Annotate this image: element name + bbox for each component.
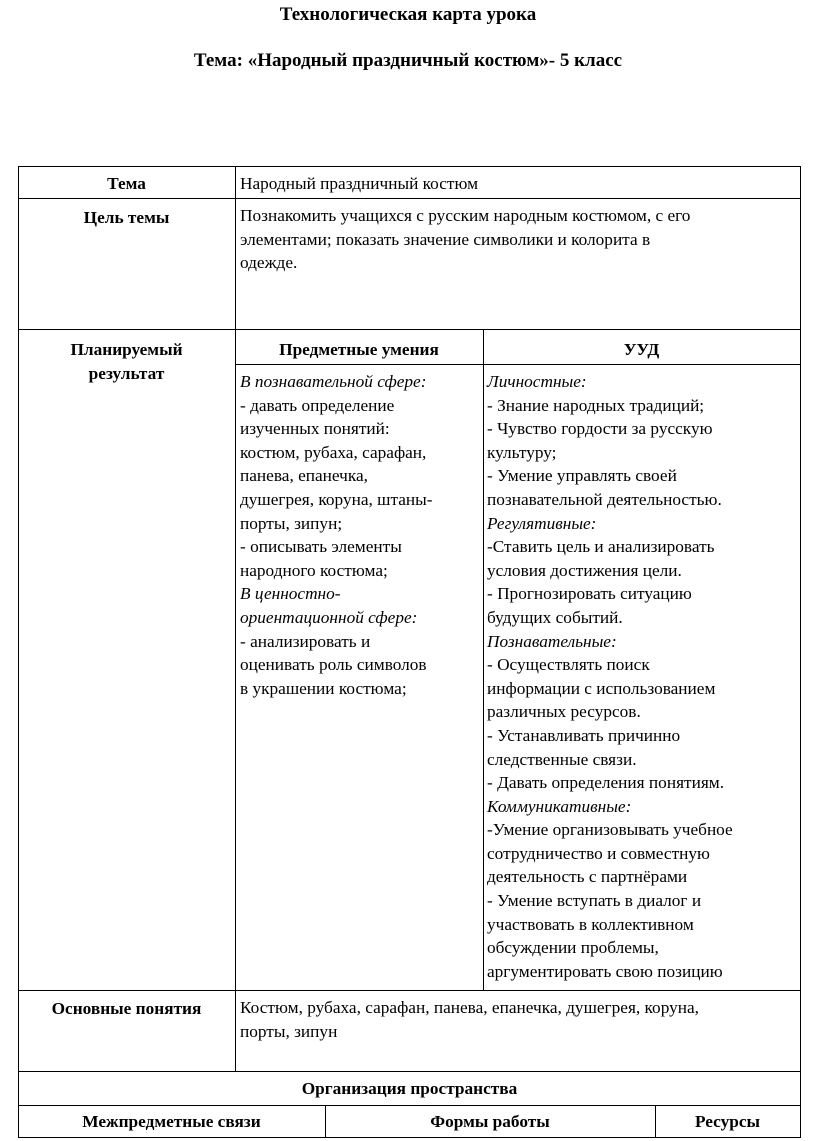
document-title: Технологическая карта урока — [279, 4, 537, 25]
planned-label-line: результат — [88, 363, 165, 383]
column-header-work-forms: Формы работы — [430, 1112, 550, 1131]
concepts-line: порты, зипун — [240, 1021, 338, 1041]
uud-header: УУД — [623, 340, 660, 359]
goal-line: одежде. — [240, 253, 298, 273]
planned-label-line: Планируемый — [70, 340, 183, 359]
uud-line: - Чувство гордости за русскую — [487, 419, 713, 439]
subject-skills-list — [240, 370, 433, 700]
subject-skill-line: порты, зипун; — [240, 513, 343, 533]
grid-line — [483, 329, 484, 990]
uud-line: обсуждении проблемы, — [487, 938, 659, 958]
uud-line: Регулятивные: — [487, 513, 597, 533]
topic-label: Тема — [107, 174, 146, 193]
uud-line: -Умение организовывать учебное — [487, 820, 733, 840]
subject-skill-line: - описывать элементы — [240, 537, 402, 557]
grid-line — [18, 990, 801, 991]
uud-line: - Прогнозировать ситуацию — [487, 584, 692, 604]
document-subtitle: Тема: «Народный праздничный костюм»- 5 класс — [193, 50, 623, 71]
grid-line — [18, 198, 801, 199]
subject-skill-line: В познавательной сфере: — [240, 372, 427, 391]
uud-line: - Устанавливать причинно — [487, 725, 681, 745]
uud-line: участвовать в коллективном — [487, 914, 694, 934]
planned-label — [18, 338, 235, 385]
uud-line: -Ставить цель и анализировать — [487, 537, 715, 557]
grid-line — [18, 166, 801, 167]
uud-line: сотрудничество и совместную — [487, 843, 710, 863]
uud-line: - Умение вступать в диалог и — [487, 891, 702, 911]
uud-line: Познавательные: — [487, 631, 617, 651]
uud-line: будущих событий. — [487, 607, 623, 627]
uud-line: познавательной деятельностью. — [487, 489, 722, 509]
subject-skill-line: панева, епанечка, — [240, 466, 368, 486]
uud-line: различных ресурсов. — [487, 702, 641, 722]
concepts-value — [240, 996, 699, 1043]
uud-line: - Осуществлять поиск — [487, 655, 650, 675]
subject-skill-line: душегрея, коруна, штаны- — [240, 489, 433, 509]
uud-line: - Знание народных традиций; — [487, 395, 705, 415]
subject-skill-line: в украшении костюма; — [240, 678, 407, 698]
column-header-intersubject: Межпредметные связи — [82, 1112, 261, 1131]
uud-line: - Умение управлять своей — [487, 466, 677, 486]
uud-line: - Давать определения понятиям. — [487, 773, 725, 793]
uud-line: условия достижения цели. — [487, 560, 682, 580]
subject-skill-line: костюм, рубаха, сарафан, — [240, 442, 427, 462]
uud-line: следственные связи. — [487, 749, 637, 769]
concepts-line: Костюм, рубаха, сарафан, панева, епанечка, душегрея, коруна, — [240, 998, 699, 1017]
grid-line — [235, 166, 236, 1071]
uud-line: деятельность с партнёрами — [487, 867, 688, 887]
grid-line — [18, 1105, 801, 1106]
grid-line — [18, 1071, 801, 1072]
uud-line: аргументировать свою позицию — [487, 961, 723, 981]
subject-skill-line: - давать определение — [240, 395, 395, 415]
uud-line: информации с использованием — [487, 678, 716, 698]
subject-skill-line: народного костюма; — [240, 560, 388, 580]
grid-line — [18, 329, 801, 330]
uud-line: Коммуникативные: — [487, 796, 632, 816]
subject-skill-line: В ценностно- — [240, 584, 341, 604]
column-header-resources: Ресурсы — [694, 1112, 761, 1131]
goal-line: Познакомить учащихся с русским народным костюмом, с его — [240, 206, 691, 225]
uud-list — [487, 370, 733, 983]
goal-value — [240, 204, 690, 275]
space-header: Организация пространства — [301, 1079, 518, 1098]
grid-line — [18, 166, 19, 1138]
subject-skill-line: оценивать роль символов — [240, 655, 427, 675]
uud-line: культуру; — [487, 442, 557, 462]
subject-skills-header: Предметные умения — [279, 340, 439, 359]
concepts-label: Основные понятия — [51, 999, 202, 1018]
topic-value: Народный праздничный костюм — [240, 174, 479, 193]
grid-line — [18, 1137, 801, 1138]
grid-line — [800, 166, 801, 1138]
goal-line: элементами; показать значение символики и колорита в — [240, 229, 651, 249]
grid-line — [235, 364, 801, 365]
goal-label: Цель темы — [83, 208, 170, 227]
subject-skill-line: ориентационной сфере: — [240, 607, 418, 627]
uud-line: Личностные: — [487, 372, 587, 391]
subject-skill-line: изученных понятий: — [240, 419, 390, 439]
subject-skill-line: - анализировать и — [240, 631, 371, 651]
